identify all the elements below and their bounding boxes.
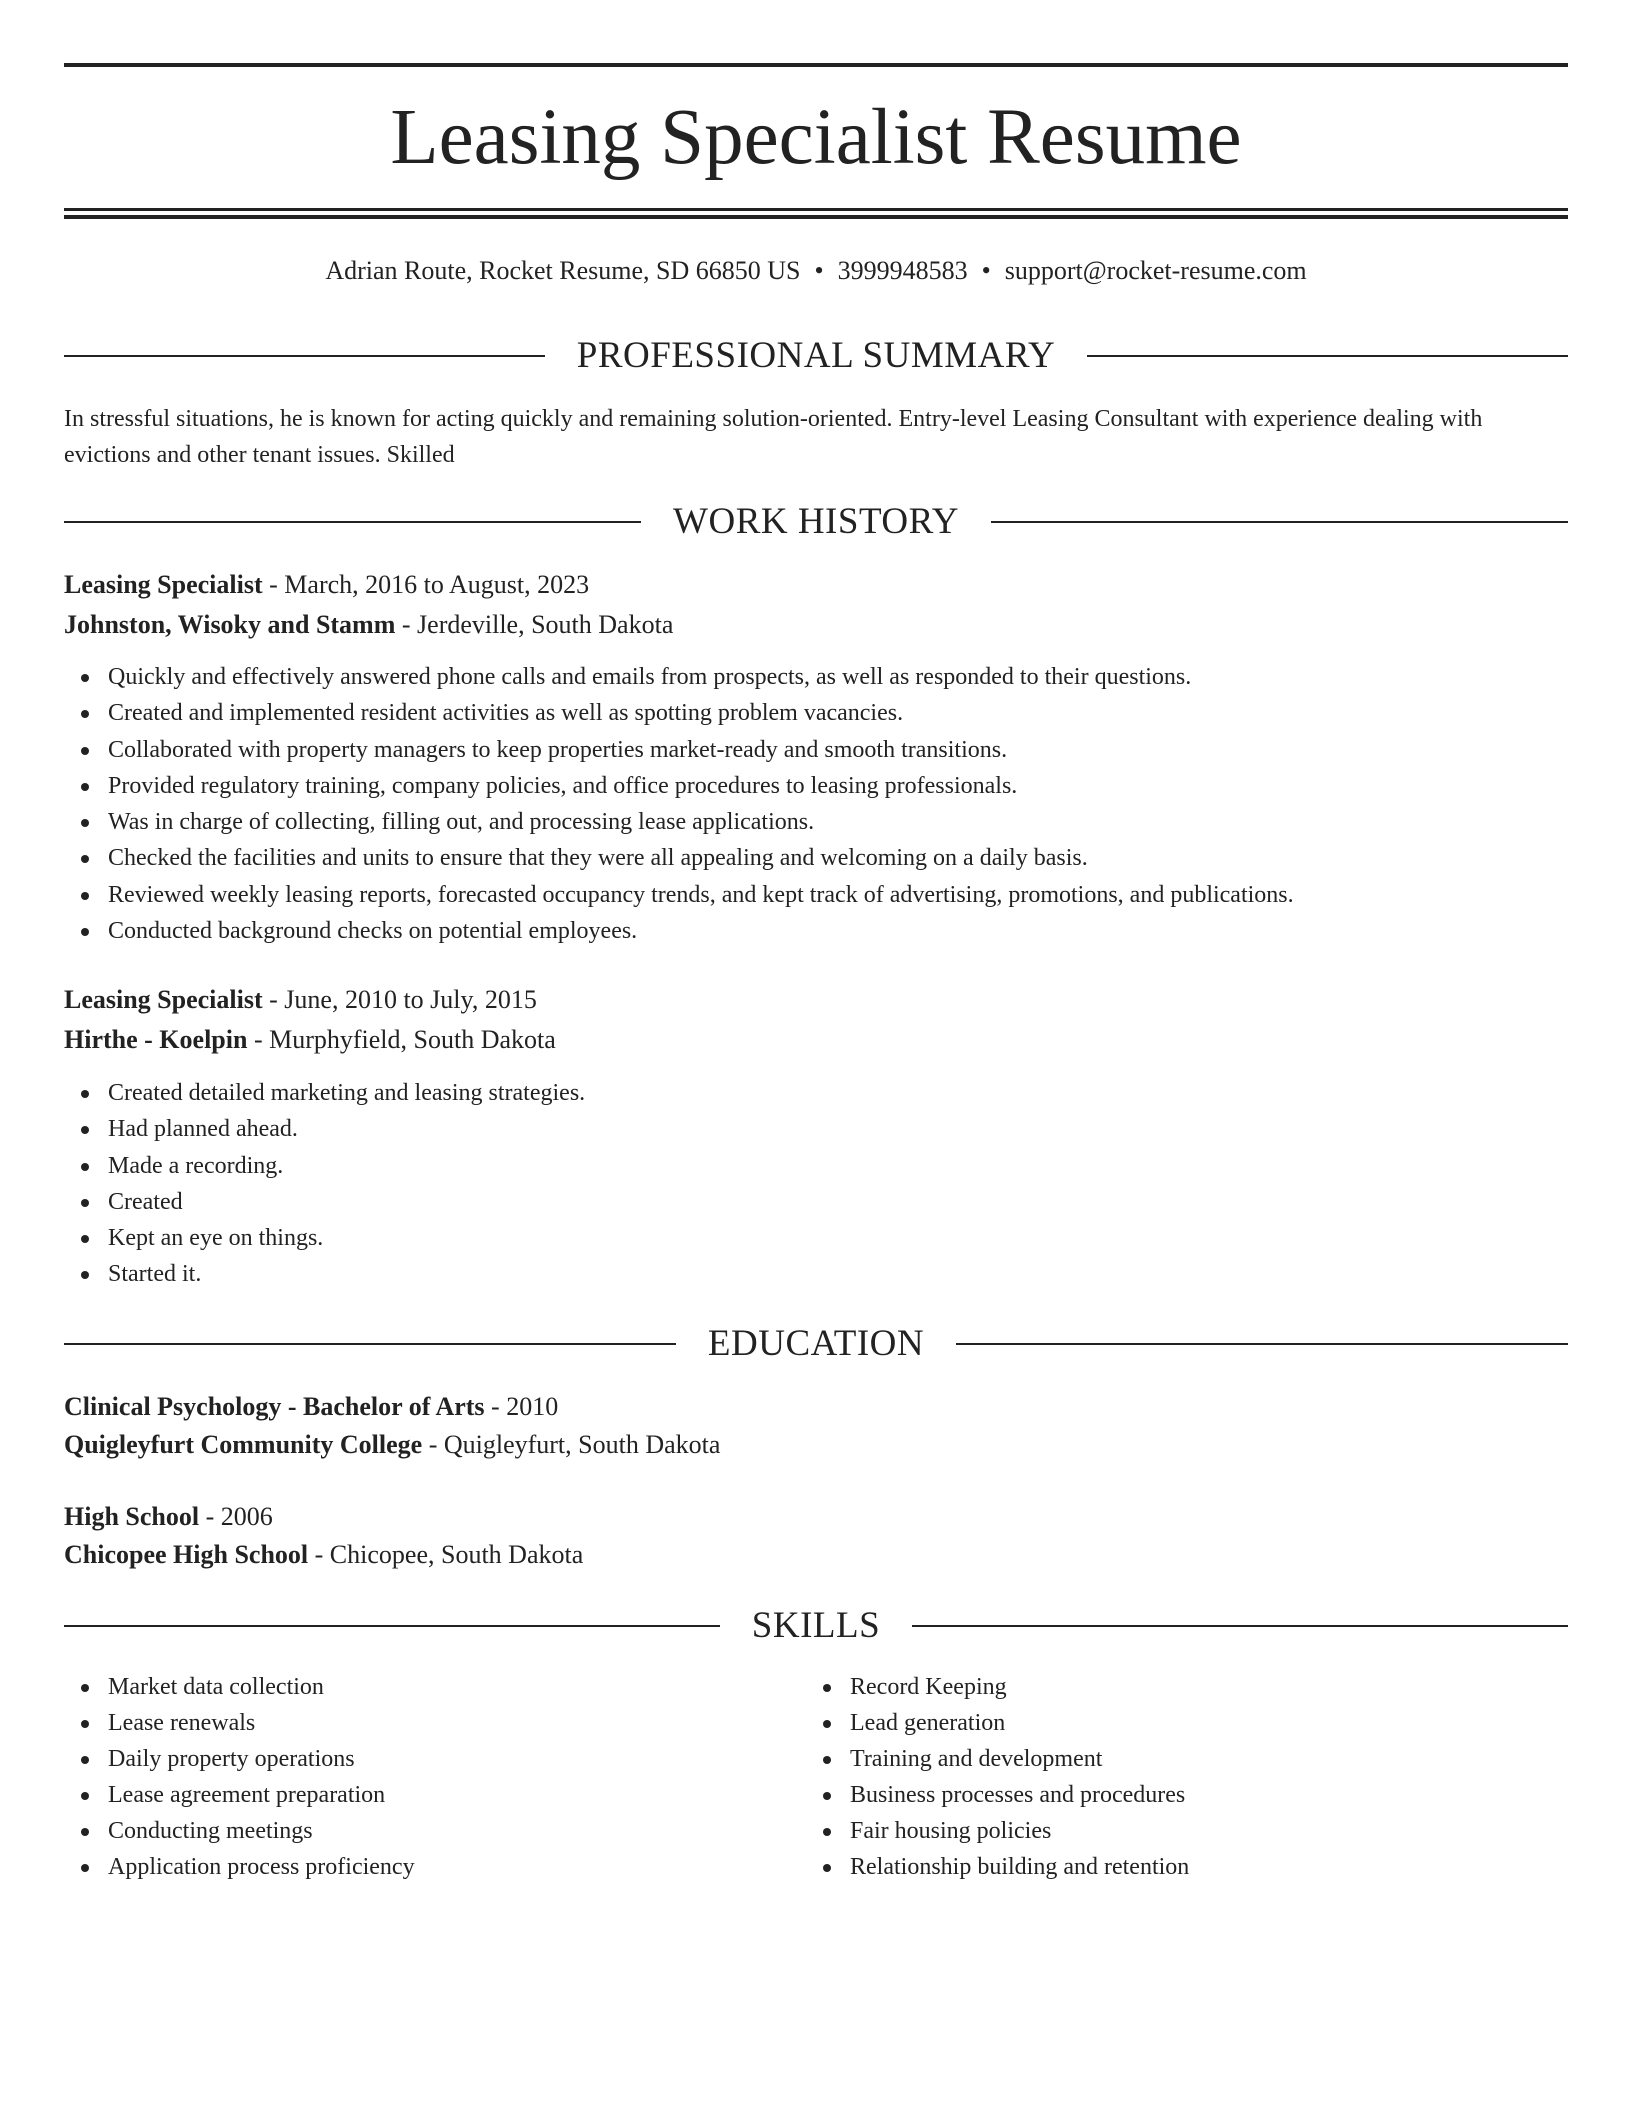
list-item: Had planned ahead. (108, 1111, 1612, 1147)
header-bottom-rule-thin (64, 208, 1568, 211)
education-school: Quigleyfurt Community College (64, 1430, 423, 1459)
contact-email: support@rocket-resume.com (1004, 256, 1307, 285)
section-heading-label: SKILLS (751, 1605, 881, 1646)
skill-item: Fair housing policies (850, 1813, 1550, 1849)
job-title-line (64, 983, 1568, 1017)
job-title-line (64, 568, 1568, 602)
job-dates: - March, 2016 to August, 2023 (262, 570, 590, 599)
education-year: - 2010 (484, 1392, 559, 1421)
list-item: Provided regulatory training, company policies, and office procedures to leasing professionals. (108, 768, 1612, 804)
list-item: Reviewed weekly leasing reports, forecasted occupancy trends, and kept track of advertising, promotions, and publications. (108, 877, 1612, 913)
skill-item: Record Keeping (850, 1669, 1550, 1705)
list-item: Collaborated with property managers to keep properties market-ready and smooth transitions. (108, 732, 1612, 768)
job-bullets (64, 659, 1612, 949)
job-title: Leasing Specialist (64, 985, 263, 1014)
skills-list-right (806, 1669, 1550, 1885)
contact-address: Adrian Route, Rocket Resume, SD 66850 US (325, 256, 801, 285)
skill-item: Lease renewals (108, 1705, 808, 1741)
education-school: Chicopee High School (64, 1540, 309, 1569)
skill-item: Application process proficiency (108, 1849, 808, 1885)
education-location: - Chicopee, South Dakota (308, 1540, 584, 1569)
skill-item: Business processes and procedures (850, 1777, 1550, 1813)
list-item: Conducted background checks on potential employees. (108, 913, 1612, 949)
education-location: - Quigleyfurt, South Dakota (422, 1430, 721, 1459)
skill-item: Lease agreement preparation (108, 1777, 808, 1813)
job-company: Johnston, Wisoky and Stamm (64, 610, 396, 639)
job-company: Hirthe - Koelpin (64, 1025, 248, 1054)
list-item: Was in charge of collecting, filling out, and processing lease applications. (108, 804, 1612, 840)
skills-list-left (64, 1669, 808, 1885)
heading-rule (991, 521, 1568, 523)
section-heading-label: PROFESSIONAL SUMMARY (576, 335, 1056, 376)
contact-phone: 3999948583 (837, 256, 968, 285)
heading-rule (64, 355, 545, 357)
section-heading-label: EDUCATION (707, 1323, 925, 1364)
heading-rule (64, 521, 641, 523)
summary-text: In stressful situations, he is known for acting quickly and remaining solution-oriented. Entry-level Leasing Consultant with experience dealing with evictions and other tenant issues. Skilled (64, 406, 1483, 468)
section-heading-summary (64, 334, 1568, 378)
list-item: Checked the facilities and units to ensure that they were all appealing and welcoming on a daily basis. (108, 840, 1612, 876)
list-item: Started it. (108, 1256, 1612, 1292)
section-heading-work-history (64, 500, 1568, 544)
skill-item: Relationship building and retention (850, 1849, 1550, 1885)
header-bottom-rule-thick (64, 215, 1568, 219)
list-item: Created and implemented resident activities as well as spotting problem vacancies. (108, 695, 1612, 731)
section-heading-skills (64, 1604, 1568, 1648)
heading-rule (64, 1343, 676, 1345)
heading-rule (64, 1625, 720, 1627)
heading-rule (912, 1625, 1568, 1627)
section-heading-label: WORK HISTORY (673, 501, 959, 542)
education-degree: High School (64, 1502, 200, 1531)
skill-item: Lead generation (850, 1705, 1550, 1741)
section-heading-education (64, 1322, 1568, 1366)
skill-item: Daily property operations (108, 1741, 808, 1777)
list-item: Quickly and effectively answered phone calls and emails from prospects, as well as responded to their questions. (108, 659, 1612, 695)
list-item: Created detailed marketing and leasing strategies. (108, 1075, 1612, 1111)
heading-rule (956, 1343, 1568, 1345)
skill-item: Training and development (850, 1741, 1550, 1777)
list-item: Created (108, 1184, 1612, 1220)
education-degree-line (64, 1500, 1568, 1534)
list-item: Made a recording. (108, 1148, 1612, 1184)
education-degree: Clinical Psychology - Bachelor of Arts (64, 1392, 485, 1421)
job-title: Leasing Specialist (64, 570, 263, 599)
job-dates: - June, 2010 to July, 2015 (262, 985, 537, 1014)
job-location: - Jerdeville, South Dakota (395, 610, 674, 639)
job-location: - Murphyfield, South Dakota (247, 1025, 556, 1054)
education-school-line (64, 1428, 1568, 1462)
contact-separator: • (981, 256, 991, 285)
header-top-rule (64, 63, 1568, 67)
job-company-line (64, 608, 1568, 642)
heading-rule (1087, 355, 1568, 357)
skill-item: Market data collection (108, 1669, 808, 1705)
education-school-line (64, 1538, 1568, 1572)
education-degree-line (64, 1390, 1568, 1424)
job-bullets (64, 1075, 1612, 1293)
page-title: Leasing Specialist Resume (390, 94, 1242, 181)
contact-line (64, 255, 1568, 287)
skill-item: Conducting meetings (108, 1813, 808, 1849)
contact-separator: • (814, 256, 824, 285)
job-company-line (64, 1023, 1568, 1057)
education-year: - 2006 (199, 1502, 273, 1531)
list-item: Kept an eye on things. (108, 1220, 1612, 1256)
